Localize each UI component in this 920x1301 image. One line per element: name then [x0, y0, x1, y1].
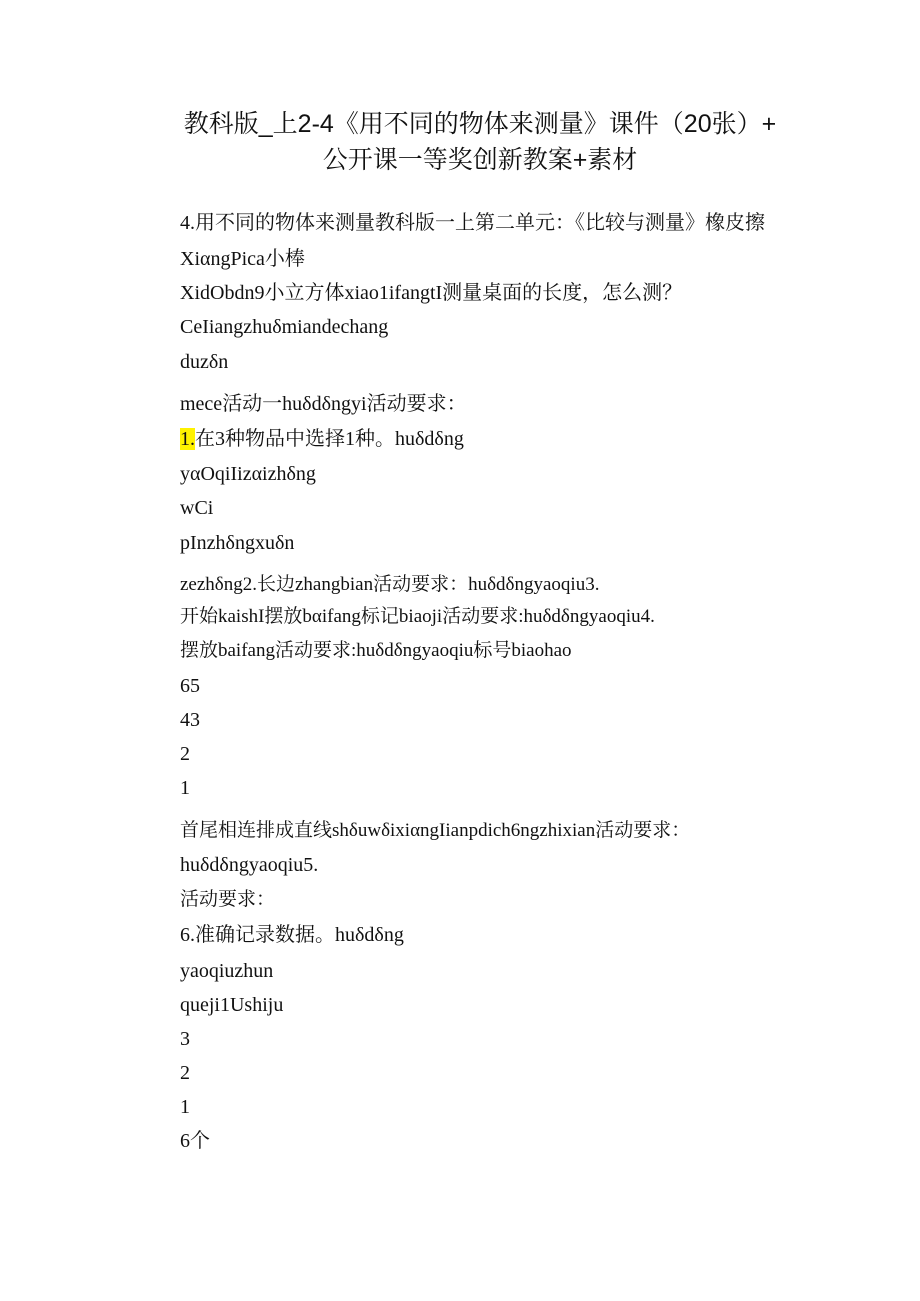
text-line: 1 — [180, 777, 190, 799]
text-span: 在3种物品中选择1种。huδdδng — [195, 428, 464, 450]
text-line: 6个 — [180, 1130, 210, 1152]
text-line: 首尾相连排成直线shδuwδixiαngIianpdich6ngzhixian活动要求： — [180, 820, 691, 841]
text-line: 摆放baifang活动要求:huδdδngyaoqiu标号biaohao — [180, 640, 572, 661]
highlighted-number: 1. — [180, 428, 195, 450]
text-line: 43 — [180, 709, 200, 731]
text-line: CeIiangzhuδmiandechang — [180, 316, 389, 338]
document-title-line-1: 教科版_上2-4《用不同的物体来测量》课件（20张）+ — [183, 110, 777, 138]
text-line — [180, 425, 464, 453]
text-line: yαOqiIizαizhδng — [180, 463, 316, 485]
text-line: queji1Ushiju — [180, 994, 284, 1016]
text-line: 65 — [180, 675, 200, 697]
text-line: 2 — [180, 743, 190, 765]
text-line: XiαngPica小棒 — [180, 248, 305, 270]
text-line: yaoqiuzhun — [180, 960, 274, 982]
text-line: mece活动一huδdδngyi活动要求： — [180, 393, 467, 415]
document-title-line-2: 公开课一等奖创新教案+素材 — [322, 146, 638, 174]
text-line: 2 — [180, 1062, 190, 1084]
text-line: pInzhδngxuδn — [180, 532, 295, 554]
text-line: wCi — [180, 497, 214, 519]
text-line: 3 — [180, 1028, 190, 1050]
text-line: 活动要求： — [180, 889, 276, 910]
text-line: duzδn — [180, 351, 229, 373]
text-line: zezhδng2.长边zhangbian活动要求：huδdδngyaoqiu3. — [180, 574, 600, 595]
text-line: 6.准确记录数据。huδdδng — [180, 924, 404, 946]
text-line: 4.用不同的物体来测量教科版一上第二单元：《比较与测量》橡皮擦 — [180, 212, 765, 234]
text-line: XidObdn9小立方体xiao1ifangtI测量桌面的长度，怎么测？ — [180, 282, 683, 304]
text-line: 开始kaishI摆放bαifang标记biaoji活动要求:huδdδngyaoqiu4. — [180, 606, 655, 627]
text-line: huδdδngyaoqiu5. — [180, 854, 319, 876]
text-line: 1 — [180, 1096, 190, 1118]
